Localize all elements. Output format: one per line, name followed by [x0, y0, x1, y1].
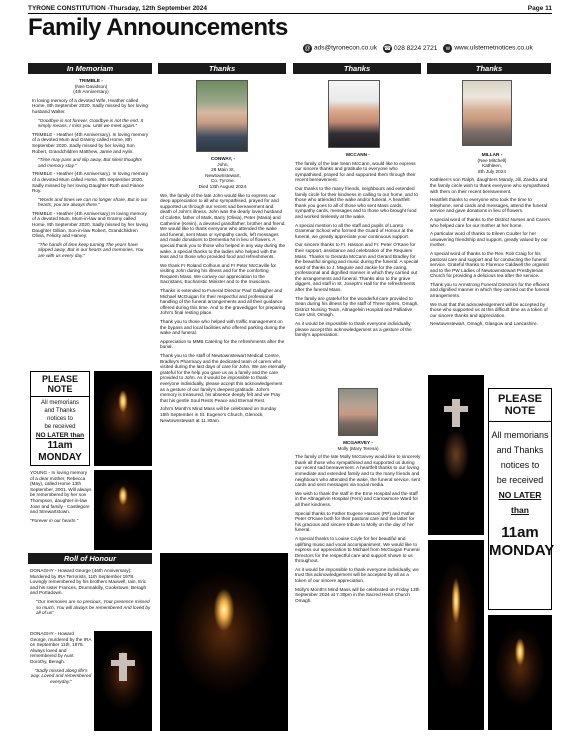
portrait-photo-millar [462, 80, 512, 146]
web-contact[interactable]: w www.ulsternetnotices.co.uk [443, 44, 532, 53]
band-in-memoriam: In Memoriam [28, 63, 152, 74]
portrait-photo-mcgarvey [338, 388, 378, 436]
contact-bar [303, 44, 533, 53]
web-icon: w [443, 44, 452, 53]
roll-notice-2: DONAGHY - Howard George, murdered by the IRA on September 11th, 1978. Always loved and remembered by Aunt Dorothy, Beragh. "Sadly missed along life's way. Loved and remembered everyday." [30, 631, 92, 684]
band-thanks-1: Thanks [158, 63, 286, 74]
please-note-box-2: PLEASE NOTE All memorians and Thanks notices to be received NO LATER than 11am MONDAY [488, 388, 552, 610]
page-number: Page 11 [527, 5, 552, 12]
candle-photo-4 [428, 540, 484, 730]
cross-photo-2 [428, 375, 484, 535]
band-thanks-2: Thanks [293, 63, 421, 74]
mccann-notice: MCCANN - The family of the late Sean McCann, would like to express our sincere thanks and gratitude to everyone who sympathised, prayed for and supported them through their recent bereavement. Our thanks to the many friends, neighbours and extended family circle for their kindness in calling to our home, and to those who attended the wake and/or funeral. A heartfelt thank you goes to all of those who sent Mass cards, sympathy cards, messages and to those who brought food and worked tirelessly at the wake. A special mention to all the staff and pupils of Loreto Grammar School who formed the Guard of Honour at the funeral, we greatly appreciate your continuous support. Our sincere thanks to Fr. Hasson and Fr. Peter O'Kane for their support, assistance and celebration of the Requiem Mass. Thanks to Gerarda McCann and Gerard Bradley for the beautiful singing and music during the funeral. A special word of thanks to J. Maguire and Jackie for the caring, professional and dignified manner in which they carried out the arrangements and funeral. Thanks also to the grave diggers, and staff in St. Joseph's Hall for the refreshments after the funeral Mass. The family are grateful for the wonderful care provided to Sean during his illness by the staff of Three Spires, Omagh, District Nursing Team, Altnagelvin Hospital and Palliative Care Unit, Omagh. As it would be impossible to thank everyone individually please accept this acknowledgement as a gesture of the family's appreciation. [295, 152, 419, 338]
page-title: Family Announcements [28, 14, 288, 41]
email-icon: @ [304, 45, 311, 52]
cross-photo [94, 631, 152, 731]
mcgarvey-notice: MCGARVEY - Molly (Mary Teresa) The family of the late Molly McGarvey would like to sincerely thank all those who sympathised and supported us during our recent sad bereavement. A heartfelt thanks to our loving immediate and extended family and to the many friends and neighbours who attended the wake, the funeral service, sent cards and sent messages via social media. We wish to thank the staff in the Erne Hospital and the staff in the Altnagelvin Hospital (Fern) and Carrowmore Ward for all their kindness. Special thanks to Father Eugene Hasson (PP) and Father Peter O'Kane both for their pastoral care and the latter for his gracious and sincere tribute to Molly on the day of her funeral. A special thanks to Louise Coyle for her beautiful and uplifting music and vocal accompaniment. We would like to express our appreciation to Michael from McGuigan Funeral Directors for the respectful care and support shown to us throughout. As it would be impossible to thank everyone individually, we trust this acknowledgement will be accepted by all as a token of our sincere appreciation. Molly's Month's Mind Mass will be celebrated on Friday 13th September 2024 at 7.30pm in the Sacred Heart Church Omagh. [295, 440, 421, 603]
candle-photo-3 [160, 553, 288, 731]
page-header-line [28, 5, 552, 14]
conway-notice: CONWAY, - John, 28 Main St, Newtownstewart, Co. Tyrone. Died 13th August 2024. We, the family of the late John would like to express our deep appreciation to all who sympathised, prayed for and supported us through our recent sad bereavement and death of John's illness. John was the dearly loved husband of Colette, father of Mark, Barry (Olivia), Peter (Maria) and Catherine (Kevin), a devoted grandfather, brother and friend. We would like to thank everyone who attended the wake and funeral, sent Mass or sympathy cards, left messages and made donations to Dementia NI in lieu of flowers. A special thank you to those who helped in any way during the wake, a special thanks to the ladies who helped with the teas and to those who provided food and refreshments. We thank Fr Roland Colhoun and Fr Peter McCaville for visiting John during his illness and for the comforting Requiem Mass. We convey our appreciation to the Sacristans, Eucharistic Minister and to the musicians. Thanks is extended to Funeral Director Paul Gallagher and Michael McGuigan for their respectful and professional handling of the funeral arrangements and all their guidance offered during this time. And to the gravedigger for preparing John's final resting place. Thank you to those who helped with traffic management on the bypass and local facilities who offered parking during the wake and funeral. Appreciation to MMB Catering for the refreshments after the burial. Thank you to the staff of Newtownstewart Medical Centre, Bradley's Pharmacy and the dedicated team of carers who visited during the last days of care for John. We are eternally grateful for the help you gave us as a family and the care provided to John. As it would be impossible to thank everyone individually, please accept this acknowledgement as a gesture of our family's deepest gratitude. John's memory is treasured, his absence deeply felt and we Pray that his gentle Soul Rests Peace and Eternal Rest. John's Month's Mind Mass will be celebrated on Sunday 15th September in St. Eugene's Church, Glenock, Newtownstewart at 11.30am. [160, 156, 286, 423]
please-note-box: PLEASE NOTE All memorians and Thanks notices to be received NO LATER than 11am MONDAY [30, 371, 90, 466]
roll-notice-1: DONAGHY - Howard George (46th Anniversary): Murdered by IRA Terrorists, 11th September 1978. Lovingly remembered by his brothers Maxwell, Iain, Eric and his sister Frances, Drumnakilly, Cookstown, Beragh and Portadown. "Our memories are so precious, Your presence missed so much, You will always be remembered And loved by all of us" [30, 568, 151, 616]
young-notice: YOUNG - In loving memory of a dear mother, Rebecca (May), called Home 13th September, 2001. Will always be remembered by her son Thompson, daughter-in-law Joan and family - Castlegore and Strewartstown. "Forever in our hearts." [30, 470, 92, 523]
millar-notice: MILLAR - (Nee Mitchell) Kathleen, 8th July 2024 Kathleen's son Ralph, daughters Mandy, Jill, Zandra and the family circle wish to thank everyone who sympathised with them on their recent bereavement. Heartfelt thanks to everyone who took the time to telephone, send cards and messages, attend the funeral service and gave donations in lieu of flowers. A special word of thanks to the District Nurses and Carers who helped care for our mother at her home. A particular word of thanks to Eileen Coulter for her unwavering friendship and support, greatly valued by our mother. A special word of thanks to the Rev. Rob Craig for his pastoral care and support and for conducting the funeral service. Grateful thanks to Florence Caldwell the organist and to the PW Ladies of Newtownstewart Presbyterian Church for providing a delicious tea after the service. Thank you to Armstrong Funeral Directors for the efficient and dignified manner in which they carried out the funeral arrangements. We trust that this acknowledgement will be accepted by those who supported us at this difficult time as a token of our sincere thanks and appreciation. Newtownstewart, Omagh, Glasgow and Lancashire. [430, 152, 550, 327]
candle-photo [94, 371, 152, 466]
cross-shape-2 [452, 399, 460, 427]
phone-icon: ☎ [383, 46, 392, 52]
candle-photo-2 [94, 470, 152, 550]
candle-photo-5 [488, 615, 552, 730]
notice-name: TRIMBLE - [79, 78, 103, 83]
email-contact[interactable]: @ ads@tyronecon.co.uk [304, 44, 377, 52]
portrait-photo-conway [196, 80, 248, 152]
portrait-photo-mccann [328, 80, 380, 148]
memoriam-column: TRIMBLE - (Nee Davidson) (4th Anniversary) In loving memory of a devoted Wife, Heather called Home, 8th September 2020. Sadly missed by her loving husband Walter. "Goodbye is not forever, Goodbye is not the end. It simply means, I miss you. Until we meet again." TRIMBLE - Heather (4th Anniversary). In loving memory of a devoted Mum and Granny called Home, 8th September 2020. Sadly missed by her loving Son Robert, Grandchildren Matthew, Jamie and Aylin. "Time may pass and slip away, But silent thoughts and memory stay." TRIMBLE - Heather (4th Anniversary). In loving memory of a devoted Mum called Home, 8th September 2020. Sadly missed by her loving Daughter Ruth and Fiance Roy. "Words and times we can no longer share, But in our hearts, you are always there." TRIMBLE - Heather (4th Anniversary) In loving memory of a devoted Mum, Mum-in-law and Granny called Home, 8th September 2020. Sadly missed by her loving Daughter Gillian, Son-in-law Robert, Grandchildren Olivia, Felicity and Harvey. "The hands of time keep turning The years have slipped away, But in our hearts and memories, You are with us every day." [32, 78, 149, 259]
band-roll-of-honour: Roll of Honour [28, 553, 152, 564]
phone-contact[interactable]: ☎ 028 8224 2721 [383, 45, 438, 52]
paper-dateline: TYRONE CONSTITUTION -Thursday, 12th September 2024 [28, 5, 208, 12]
band-thanks-3: Thanks [427, 63, 551, 74]
cross-shape [119, 653, 127, 681]
